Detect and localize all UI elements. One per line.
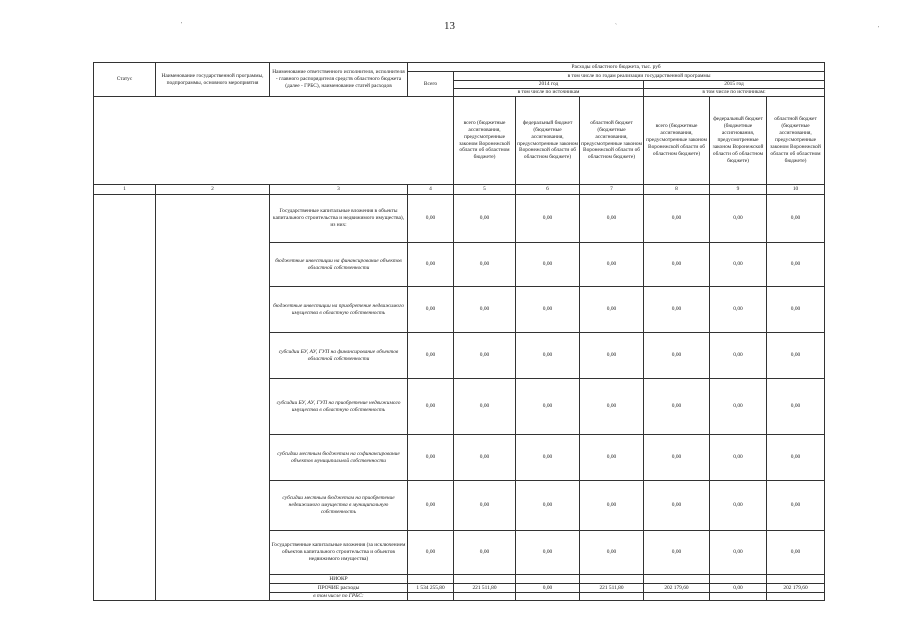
value-cell <box>408 593 454 601</box>
value-cell: 0,00 <box>516 287 580 333</box>
header-col-9: федеральный бюджет (бюджетные ассигнования, предусмотренные законом Воронежской области об областном бюджете) <box>710 97 767 185</box>
value-cell: 0,00 <box>516 531 580 575</box>
value-cell: 0,00 <box>710 333 767 379</box>
other-expenses-label: ПРОЧИЕ расходы <box>270 584 408 593</box>
header-total: Всего <box>408 72 454 97</box>
header-expenses: Расходы областного бюджета, тыс. руб <box>408 63 825 72</box>
value-cell: 221 511,80 <box>454 584 516 593</box>
row-label: субсидии местным бюджетам на приобретение недвижимого имущества в муниципальную собственность <box>270 481 408 531</box>
header-executor: Наименование ответственного исполнителя, исполнителя - главного распорядителя средств областного бюджета (далее - ГРБС), наименование статей расходов <box>270 63 408 97</box>
value-cell: 0,00 <box>644 531 710 575</box>
value-cell: 0,00 <box>580 531 644 575</box>
value-cell <box>644 575 710 584</box>
value-cell: 0,00 <box>767 287 825 333</box>
value-cell: 0,00 <box>408 243 454 287</box>
row-label: бюджетные инвестиции на финансирование объектов областной собственности <box>270 243 408 287</box>
value-cell: 221 511,80 <box>580 584 644 593</box>
value-cell: 0,00 <box>580 333 644 379</box>
value-cell: 0,00 <box>516 243 580 287</box>
value-cell: 0,00 <box>454 243 516 287</box>
header-program-name: Наименование государственной программы, подпрограммы, основного мероприятия <box>156 63 270 97</box>
by-grbs-label: в том числе по ГРБС: <box>270 593 408 601</box>
row-label: субсидии БУ, АУ, ГУП на финансирование объектов областной собственности <box>270 333 408 379</box>
header-by-years: в том числе по годам реализации государственной программы <box>454 72 825 81</box>
value-cell: 0,00 <box>580 481 644 531</box>
value-cell: 0,00 <box>710 481 767 531</box>
value-cell: 0,00 <box>644 287 710 333</box>
value-cell <box>580 593 644 601</box>
value-cell: 0,00 <box>408 333 454 379</box>
column-number: 1 <box>94 185 156 195</box>
column-number: 8 <box>644 185 710 195</box>
value-cell: 0,00 <box>516 195 580 243</box>
row-label: Государственные капитальные вложения (за исключением объектов капитального строительства и объектов недвижимого имущества) <box>270 531 408 575</box>
value-cell: 0,00 <box>644 243 710 287</box>
column-number: 5 <box>454 185 516 195</box>
column-number: 2 <box>156 185 270 195</box>
value-cell: 0,00 <box>644 195 710 243</box>
expenses-table <box>93 62 825 601</box>
value-cell: 0,00 <box>408 195 454 243</box>
value-cell <box>580 575 644 584</box>
scan-speck: ` <box>615 24 617 30</box>
value-cell: 0,00 <box>580 435 644 481</box>
column-number: 3 <box>270 185 408 195</box>
value-cell: 0,00 <box>516 333 580 379</box>
value-cell: 0,00 <box>710 195 767 243</box>
scan-speck: ' <box>181 22 183 28</box>
value-cell <box>516 575 580 584</box>
value-cell: 0,00 <box>644 481 710 531</box>
column-number: 4 <box>408 185 454 195</box>
value-cell: 0,00 <box>516 584 580 593</box>
row-label: субсидии БУ, АУ, ГУП на приобретение недвижимого имущества в областную собственность <box>270 379 408 435</box>
value-cell <box>408 575 454 584</box>
value-cell: 0,00 <box>516 481 580 531</box>
value-cell: 0,00 <box>767 531 825 575</box>
value-cell: 0,00 <box>454 195 516 243</box>
value-cell: 0,00 <box>767 333 825 379</box>
value-cell: 0,00 <box>454 435 516 481</box>
value-cell <box>454 575 516 584</box>
header-col-8: всего (бюджетные ассигнования, предусмотренные законом Воронежской области об областном бюджете) <box>644 97 710 185</box>
value-cell: 0,00 <box>767 195 825 243</box>
value-cell: 0,00 <box>408 379 454 435</box>
value-cell: 0,00 <box>454 531 516 575</box>
value-cell: 0,00 <box>580 287 644 333</box>
value-cell <box>644 593 710 601</box>
column-number: 10 <box>767 185 825 195</box>
value-cell: 0,00 <box>644 333 710 379</box>
column-number: 7 <box>580 185 644 195</box>
column-number: 9 <box>710 185 767 195</box>
value-cell: 0,00 <box>767 435 825 481</box>
row-label: субсидии местным бюджетам на софинансирование объектов муниципальной собственности <box>270 435 408 481</box>
value-cell: 0,00 <box>710 531 767 575</box>
value-cell <box>710 575 767 584</box>
header-col-10: областной бюджет (бюджетные ассигнования, предусмотренные законом Воронежской области об областном бюджете) <box>767 97 825 185</box>
value-cell: 0,00 <box>454 287 516 333</box>
value-cell: 0,00 <box>710 584 767 593</box>
header-year-2015: 2015 год <box>644 81 825 89</box>
value-cell: 0,00 <box>408 531 454 575</box>
value-cell <box>767 593 825 601</box>
value-cell: 0,00 <box>408 287 454 333</box>
value-cell: 1 534 255,80 <box>408 584 454 593</box>
header-year-2014: 2014 год <box>454 81 644 89</box>
value-cell: 0,00 <box>767 243 825 287</box>
scan-speck: ' <box>878 26 880 32</box>
page-number: 13 <box>444 20 455 32</box>
niokr-label: НИОКР <box>270 575 408 584</box>
value-cell: 202 179,60 <box>644 584 710 593</box>
value-cell: 0,00 <box>454 379 516 435</box>
row-label: Государственные капитальные вложения в объекты капитального строительства и недвижимого имущества), из них: <box>270 195 408 243</box>
value-cell: 0,00 <box>454 333 516 379</box>
header-sources-2014: в том числе по источникам <box>454 89 644 97</box>
value-cell: 0,00 <box>644 379 710 435</box>
value-cell: 0,00 <box>710 379 767 435</box>
value-cell: 0,00 <box>580 195 644 243</box>
header-col-7: областной бюджет (бюджетные ассигнования, предусмотренные законом Воронежской области об областном бюджете) <box>580 97 644 185</box>
value-cell: 0,00 <box>408 481 454 531</box>
value-cell: 0,00 <box>516 379 580 435</box>
value-cell: 0,00 <box>710 435 767 481</box>
value-cell: 0,00 <box>644 435 710 481</box>
header-spacer <box>94 97 454 185</box>
value-cell <box>710 593 767 601</box>
value-cell: 202 179,60 <box>767 584 825 593</box>
value-cell: 0,00 <box>580 379 644 435</box>
column-number: 6 <box>516 185 580 195</box>
status-cell <box>94 195 156 601</box>
program-cell <box>156 195 270 601</box>
value-cell <box>767 575 825 584</box>
value-cell: 0,00 <box>710 243 767 287</box>
value-cell: 0,00 <box>767 379 825 435</box>
header-col-5: всего (бюджетные ассигнования, предусмотренные законом Воронежской области об областном бюджете) <box>454 97 516 185</box>
value-cell: 0,00 <box>767 481 825 531</box>
value-cell: 0,00 <box>580 243 644 287</box>
value-cell: 0,00 <box>454 481 516 531</box>
header-status: Статус <box>94 63 156 97</box>
value-cell <box>454 593 516 601</box>
value-cell <box>516 593 580 601</box>
row-label: бюджетные инвестиции на приобретение недвижимого имущества в областную собственность <box>270 287 408 333</box>
header-sources-2015: в том числе по источникам: <box>644 89 825 97</box>
header-col-6: федеральный бюджет (бюджетные ассигнования, предусмотренные законом Воронежской области об областном бюджете) <box>516 97 580 185</box>
value-cell: 0,00 <box>710 287 767 333</box>
value-cell: 0,00 <box>516 435 580 481</box>
value-cell: 0,00 <box>408 435 454 481</box>
